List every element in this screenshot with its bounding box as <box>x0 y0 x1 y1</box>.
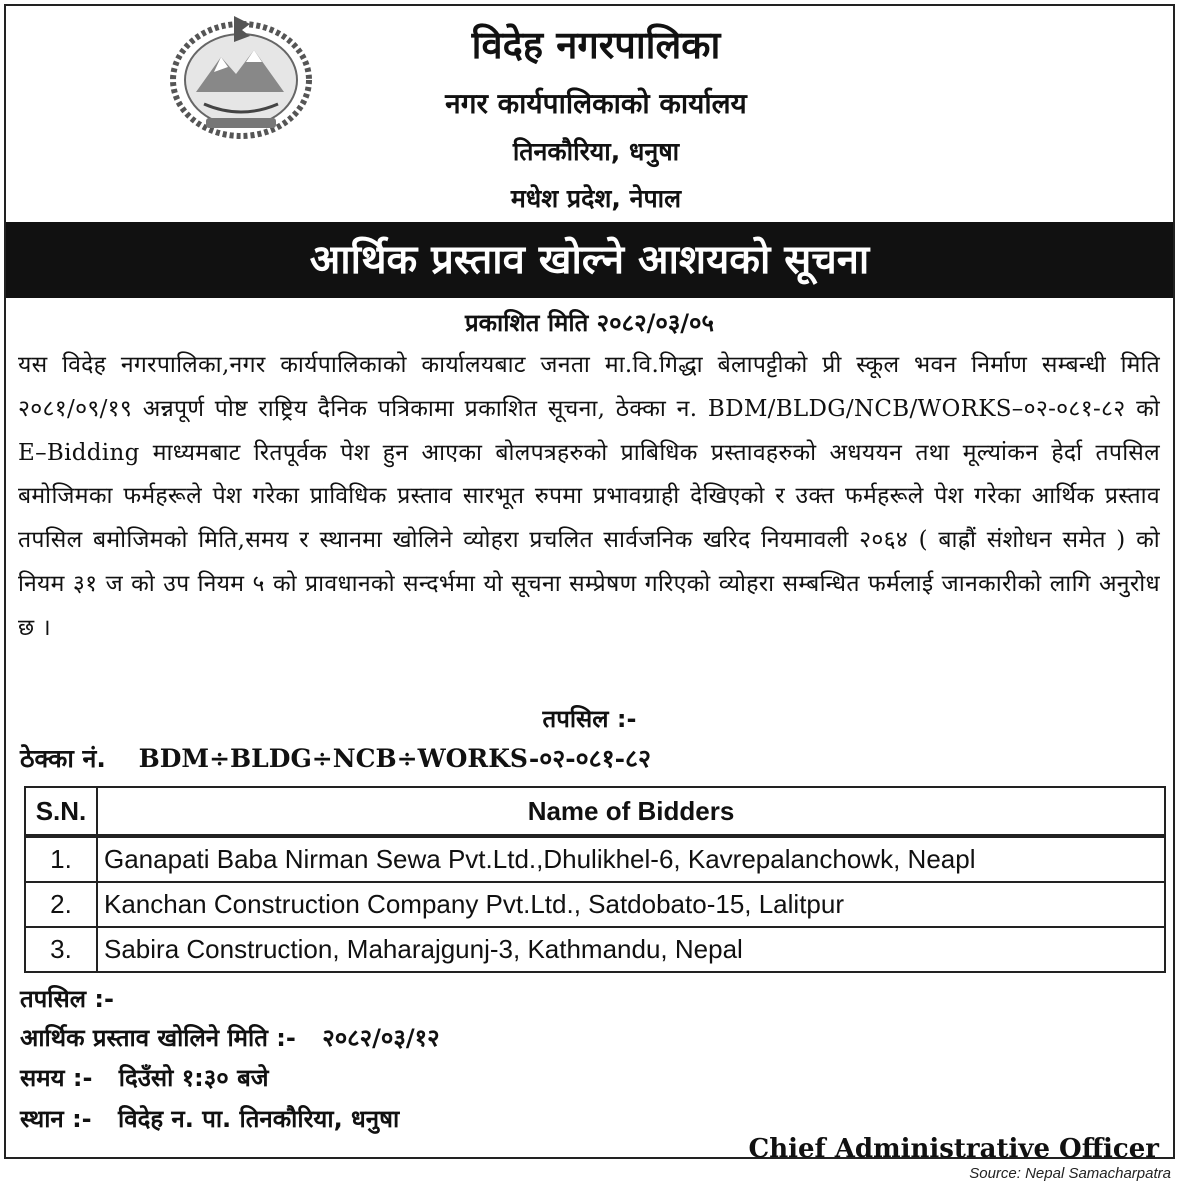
opening-date-label: आर्थिक प्रस्ताव खोलिने मिति :- <box>20 1024 296 1052</box>
signer-title: Chief Administrative Officer <box>748 1134 1159 1164</box>
table-row <box>25 927 1165 972</box>
bidder-name: Ganapati Baba Nirman Sewa Pvt.Ltd.,Dhulikhel-6, Kavrepalanchowk, Neapl <box>97 836 1165 882</box>
name-header: Name of Bidders <box>97 787 1165 836</box>
bidder-name: Sabira Construction, Maharajgunj-3, Kathmandu, Nepal <box>97 927 1165 972</box>
org-name: विदेह नगरपालिका <box>471 23 721 67</box>
place-line <box>20 1102 399 1135</box>
row-sn: 1. <box>25 836 97 882</box>
bidders-table <box>24 786 1166 973</box>
row-sn: 2. <box>25 882 97 927</box>
tapasil-subheading: तपसिल :- <box>20 985 114 1013</box>
place-value: विदेह न. पा. तिनकौरिया, धनुषा <box>118 1105 400 1133</box>
office-location: तिनकौरिया, धनुषा <box>512 137 680 166</box>
table-header-row <box>25 787 1165 836</box>
office-province: मधेश प्रदेश, नेपाल <box>510 184 682 213</box>
office-name: नगर कार्यपालिकाको कार्यालय <box>445 87 747 120</box>
published-date: प्रकाशित मिति २०८२/०३/०५ <box>464 309 715 337</box>
time-label: समय :- <box>20 1064 93 1092</box>
tapasil-heading: तपसिल :- <box>542 705 637 733</box>
time-value: दिउँसो १:३० बजे <box>118 1064 269 1092</box>
row-sn: 3. <box>25 927 97 972</box>
place-label: स्थान :- <box>20 1105 92 1133</box>
contract-label: ठेक्का नं. <box>20 744 106 773</box>
table-row <box>25 836 1165 882</box>
notice-body: यस विदेह नगरपालिका,नगर कार्यपालिकाको कार्यालयबाट जनता मा.वि.गिद्धा बेलापट्टीको प्री स्कूल भवन निर्माण सम्बन्धी मिति २०८१/०९/१९ अन्नपूर्ण पोष्ट राष्ट्रिय दैनिक पत्रिकामा प्रकाशित सूचना, ठेक्का न. BDM/BLDG/NCB/WORKS–०२-०८१-८२ को E–Bidding माध्यमबाट रितपूर्वक पेश हुन आएका बोलपत्रहरुको प्राबिधिक प्रस्तावहरुको अधययन तथा मूल्यांकन हेर्दा तपसिल बमोजिमका फर्महरूले पेश गरेका प्राविधिक प्रस्ताव सारभूत रुपमा प्रभावग्राही देखिएको र उक्त फर्महरूले पेश गरेका आर्थिक प्रस्ताव तपसिल बमोजिमको मिति,समय र स्थानमा खोलिने व्योहरा प्रचलित सार्वजनिक खरिद नियमावली २०६४ ( बाह्रौं संशोधन समेत ) को नियम ३१ ज को उप नियम ५ को प्रावधानको सन्दर्भमा यो सूचना सम्प्रेषण गरिएको व्योहरा सम्बन्धित फर्मलाई जानकारीको लागि अनुरोध छ । <box>18 352 1160 641</box>
opening-date-line <box>20 1021 440 1054</box>
notice-title: आर्थिक प्रस्ताव खोल्ने आशयको सूचना <box>6 222 1173 298</box>
contract-number: BDM÷BLDG÷NCB÷WORKS-०२-०८१-८२ <box>138 744 652 773</box>
time-line <box>20 1061 269 1094</box>
sn-header: S.N. <box>25 787 97 836</box>
notice-header <box>6 6 1173 220</box>
notice-frame <box>4 4 1175 1164</box>
table-row <box>25 882 1165 927</box>
source-credit: Source: Nepal Samacharpatra <box>969 1165 1171 1182</box>
contract-number-line <box>20 741 651 775</box>
bidder-name: Kanchan Construction Company Pvt.Ltd., Satdobato-15, Lalitpur <box>97 882 1165 927</box>
opening-date-value: २०८२/०३/१२ <box>322 1024 440 1052</box>
